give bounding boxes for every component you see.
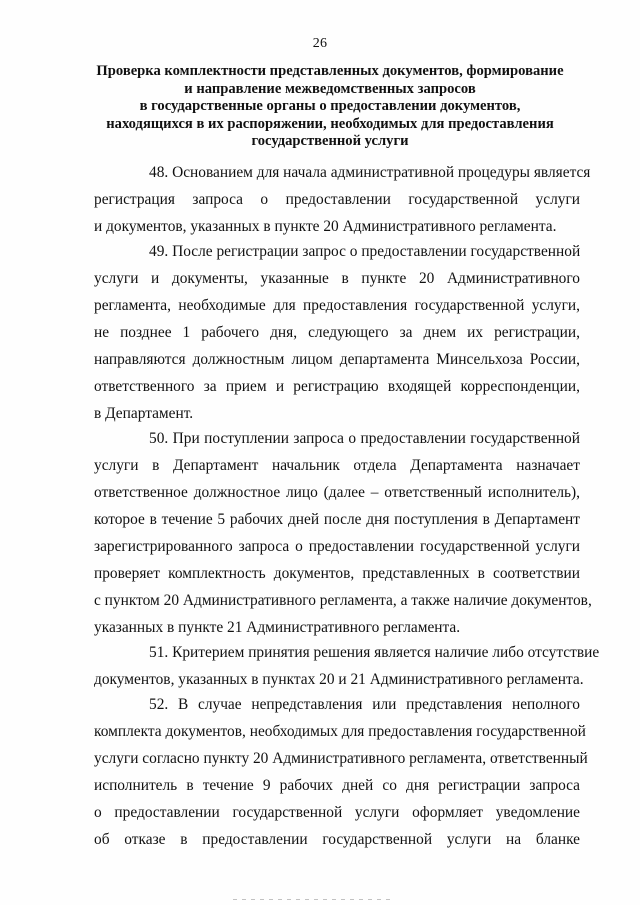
paragraph-49-line: 49. После регистрации запрос о предоставлении государственной <box>149 243 581 260</box>
paragraph-50-line: которое в течение 5 рабочих дней после дня поступления в Департамент <box>94 511 580 528</box>
paragraph-51-line: 51. Критерием принятия решения является наличие либо отсутствие <box>149 644 600 661</box>
heading-line: и направление межведомственных запросов <box>184 80 476 97</box>
paragraph-52-line: об отказе в предоставлении государственной услуги на бланке <box>94 831 580 848</box>
section-heading <box>80 63 580 151</box>
paragraph-50-line: 50. При поступлении запроса о предоставлении государственной <box>149 430 580 447</box>
page-number: 26 <box>312 36 328 51</box>
heading-line: в государственные органы о предоставлении документов, <box>139 98 521 114</box>
paragraph-49-line: не позднее 1 рабочего дня, следующего за днем их регистрации, <box>94 324 580 341</box>
heading-line: находящихся в их распоряжении, необходимых для предоставления <box>106 115 554 132</box>
paragraph-48-line: 48. Основанием для начала административной процедуры является <box>149 164 591 181</box>
paragraph-48-line: и документов, указанных в пункте 20 Административного регламента. <box>94 218 557 235</box>
paragraph-50-line: с пунктом 20 Административного регламента, а также наличие документов, <box>94 592 592 609</box>
scan-artifact-line <box>233 899 393 900</box>
paragraph-52-line: о предоставлении государственной услуги оформляет уведомление <box>94 804 580 821</box>
heading-line: государственной услуги <box>251 133 409 149</box>
paragraph-52-line: исполнитель в течение 9 рабочих дней со дня регистрации запроса <box>94 777 580 794</box>
heading-line: Проверка комплектности представленных документов, формирование <box>96 63 564 79</box>
paragraph-49-line: в Департамент. <box>94 405 194 422</box>
paragraph-50-line: проверяет комплектность документов, представленных в соответствии <box>94 565 580 582</box>
paragraph-51-line: документов, указанных в пунктах 20 и 21 Административного регламента. <box>94 671 584 688</box>
paragraph-50-line: ответственное должностное лицо (далее – ответственный исполнитель), <box>94 484 580 501</box>
paragraph-49-line: услуги и документы, указанные в пункте 20 Административного <box>94 270 580 287</box>
paragraph-50-line: зарегистрированного запроса о предоставлении государственной услуги <box>94 538 580 555</box>
paragraph-49-line: ответственного за прием и регистрацию входящей корреспонденции, <box>94 378 580 395</box>
paragraph-52-line: 52. В случае непредставления или представления неполного <box>149 696 580 713</box>
paragraph-49-line: направляются должностным лицом департамента Минсельхоза России, <box>94 351 580 368</box>
paragraph-48-line: регистрация запроса о предоставлении государственной услуги <box>94 191 580 208</box>
paragraph-52-line: услуги согласно пункту 20 Административного регламента, ответственный <box>94 750 588 767</box>
paragraph-52-line: комплекта документов, необходимых для предоставления государственной <box>94 723 586 740</box>
paragraph-49-line: регламента, необходимые для предоставления государственной услуги, <box>94 297 580 314</box>
paragraph-50-line: услуги в Департамент начальник отдела Департамента назначает <box>94 457 580 474</box>
paragraph-50-line: указанных в пункте 21 Административного регламента. <box>94 619 461 636</box>
